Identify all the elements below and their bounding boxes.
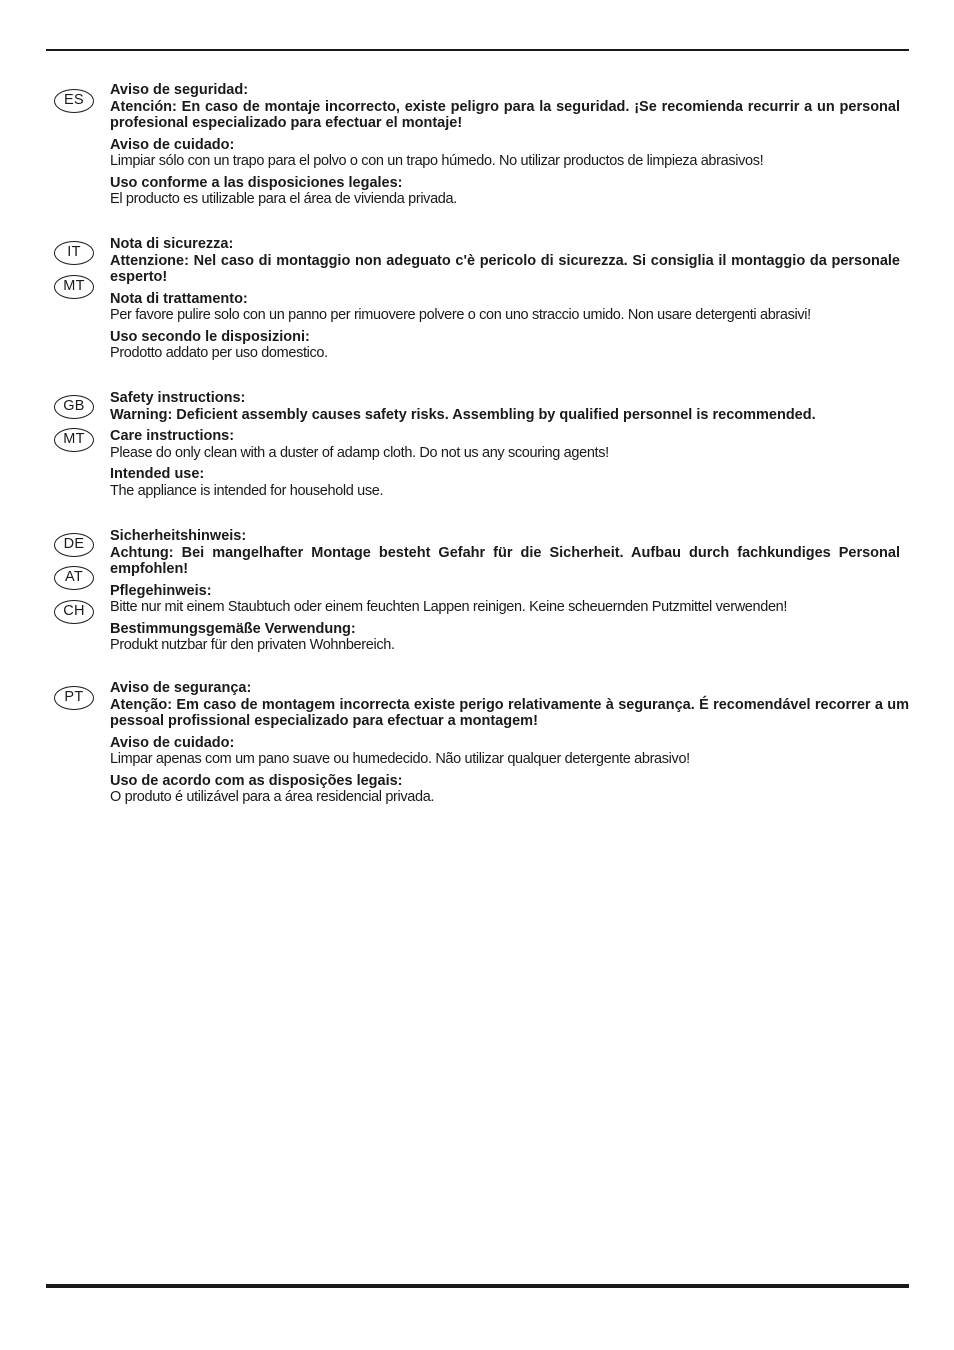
care-heading: Pflegehinweis: xyxy=(110,582,212,599)
country-badge-de: DE xyxy=(54,533,94,557)
country-badge-pt: PT xyxy=(54,686,94,710)
top-rule xyxy=(46,49,909,51)
safety-heading: Sicherheitshinweis: xyxy=(110,528,247,544)
section-content xyxy=(110,82,900,213)
care-text: Please do only clean with a duster of adamp cloth. Do not us any scouring agents! xyxy=(110,444,609,461)
safety-heading: Aviso de seguridad: xyxy=(110,82,249,98)
care-heading: Aviso de cuidado: xyxy=(110,734,235,751)
section-content xyxy=(110,680,909,811)
use-heading: Bestimmungsgemäße Verwendung: xyxy=(110,620,356,637)
care-heading: Aviso de cuidado: xyxy=(110,136,235,153)
care-heading: Nota di trattamento: xyxy=(110,290,248,307)
care-text: Per favore pulire solo con un panno per rimuovere polvere o con uno straccio umido. Non usare detergenti abrasivi! xyxy=(110,307,811,323)
use-heading: Intended use: xyxy=(110,466,205,482)
country-badge-at: AT xyxy=(54,566,94,590)
country-badge-ch: CH xyxy=(54,600,94,624)
safety-warning: Atenção: Em caso de montagem incorrecta existe perigo relativamente à segurança. É recomendável recorrer a um pessoal profissional especializado para efectuar a montagem! xyxy=(110,696,909,729)
care-heading: Care instructions: xyxy=(110,428,235,444)
safety-warning: Atención: En caso de montaje incorrecto, existe peligro para la seguridad. ¡Se recomienda recurrir a un personal profesional especializado para efectuar el montaje! xyxy=(110,98,900,131)
use-heading: Uso de acordo com as disposições legais: xyxy=(110,772,403,789)
use-text: Prodotto addato per uso domestico. xyxy=(110,345,328,361)
use-heading: Uso secondo le disposizioni: xyxy=(110,328,310,345)
safety-warning: Attenzione: Nel caso di montaggio non adeguato c'è pericolo di sicurezza. Si consiglia il montaggio da personale esperto! xyxy=(110,252,900,285)
care-text: Limpar apenas com um pano suave ou humedecido. Não utilizar qualquer detergente abrasivo! xyxy=(110,751,690,767)
country-badge-mt: MT xyxy=(54,428,94,452)
country-badge-gb: GB xyxy=(54,395,94,419)
use-heading: Uso conforme a las disposiciones legales: xyxy=(110,174,403,191)
section-content xyxy=(110,236,900,367)
use-text: Produkt nutzbar für den privaten Wohnbereich. xyxy=(110,637,395,653)
country-badge-mt: MT xyxy=(54,275,94,299)
care-text: Limpiar sólo con un trapo para el polvo o con un trapo húmedo. No utilizar productos de limpieza abrasivos! xyxy=(110,153,764,169)
bottom-rule xyxy=(46,1284,909,1288)
safety-warning: Warning: Deficient assembly causes safety risks. Assembling by qualified personnel is recommended. xyxy=(110,406,816,423)
use-text: El producto es utilizable para el área de vivienda privada. xyxy=(110,191,457,207)
country-badge-it: IT xyxy=(54,241,94,265)
safety-heading: Safety instructions: xyxy=(110,390,246,406)
section-content xyxy=(110,528,900,659)
use-text: O produto é utilizável para a área residencial privada. xyxy=(110,789,435,805)
country-badge-es: ES xyxy=(54,89,94,113)
safety-heading: Nota di sicurezza: xyxy=(110,236,234,252)
section-content xyxy=(110,390,900,504)
safety-warning: Achtung: Bei mangelhafter Montage besteht Gefahr für die Sicherheit. Aufbau durch fachkundiges Personal empfohlen! xyxy=(110,544,900,577)
use-text: The appliance is intended for household use. xyxy=(110,482,384,499)
safety-heading: Aviso de segurança: xyxy=(110,680,252,696)
care-text: Bitte nur mit einem Staubtuch oder einem feuchten Lappen reinigen. Keine scheuernden Putzmittel verwenden! xyxy=(110,599,788,615)
